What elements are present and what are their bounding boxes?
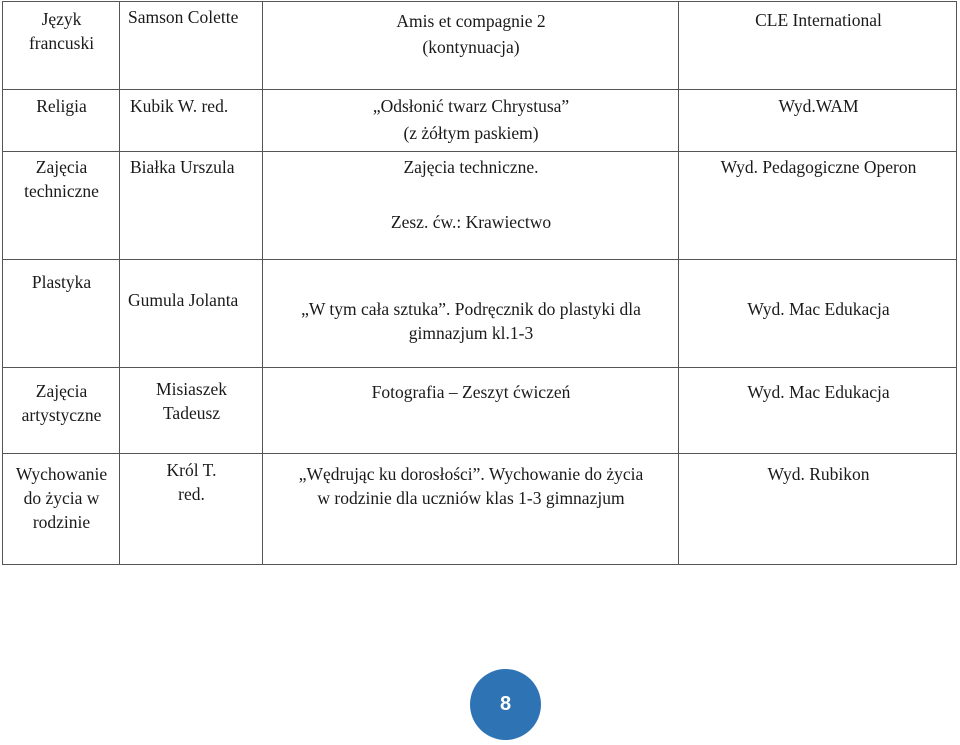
title-text: (kontynuacja) xyxy=(422,37,520,57)
subject-text: artystyczne xyxy=(21,405,102,425)
title-text: gimnazjum kl.1-3 xyxy=(408,323,534,343)
table-row xyxy=(2,259,957,367)
title-text: Fotografia – Zeszyt ćwiczeń xyxy=(371,382,571,402)
publisher-text: Wyd. Mac Edukacja xyxy=(747,299,890,319)
author-cell xyxy=(119,259,262,367)
table-border xyxy=(2,564,957,565)
subject-text: Wychowanie xyxy=(15,464,108,484)
subject-text: Plastyka xyxy=(31,272,92,292)
table-row xyxy=(2,453,957,564)
author-cell xyxy=(119,1,262,89)
publisher-text: Wyd. Pedagogiczne Operon xyxy=(720,157,917,177)
title-text: Zesz. ćw.: Krawiectwo xyxy=(390,212,552,232)
title-cell xyxy=(262,453,678,564)
publisher-cell xyxy=(678,259,957,367)
title-text: (z żółtym paskiem) xyxy=(403,123,539,143)
author-text: Misiaszek xyxy=(156,379,227,399)
title-text: Amis et compagnie 2 xyxy=(396,11,546,31)
subject-text: Język xyxy=(41,9,82,29)
publisher-text: CLE International xyxy=(755,10,882,30)
table-row xyxy=(2,367,957,453)
title-cell xyxy=(262,367,678,453)
publisher-text: Wyd. Mac Edukacja xyxy=(747,382,890,402)
subject-text: Religia xyxy=(36,96,87,116)
author-cell xyxy=(119,367,262,453)
subject-text: techniczne xyxy=(24,181,99,201)
subject-text: rodzinie xyxy=(32,512,91,532)
author-text: Białka Urszula xyxy=(130,157,235,177)
page-number-badge xyxy=(470,669,541,740)
subject-cell xyxy=(2,259,119,367)
title-text: „Wędrując ku dorosłości”. Wychowanie do życia xyxy=(298,464,644,484)
publisher-text: Wyd. Rubikon xyxy=(767,464,870,484)
title-text: Zajęcia techniczne. xyxy=(403,157,539,177)
page-number: 8 xyxy=(499,693,512,715)
table-border xyxy=(2,1,957,2)
title-text: w rodzinie dla uczniów klas 1-3 gimnazjum xyxy=(317,488,625,508)
title-cell xyxy=(262,259,678,367)
subject-cell xyxy=(2,1,119,89)
title-cell xyxy=(262,151,678,259)
subject-cell xyxy=(2,151,119,259)
author-cell xyxy=(119,453,262,564)
author-text: Samson Colette xyxy=(128,7,239,27)
publisher-cell xyxy=(678,1,957,89)
title-cell xyxy=(262,89,678,151)
title-cell xyxy=(262,1,678,89)
author-text: Gumula Jolanta xyxy=(128,290,239,310)
author-text: Król T. xyxy=(166,460,217,480)
subject-cell xyxy=(2,367,119,453)
subject-text: francuski xyxy=(28,33,95,53)
author-cell xyxy=(119,151,262,259)
subject-text: Zajęcia xyxy=(35,157,88,177)
author-text: Kubik W. red. xyxy=(130,96,229,116)
author-cell xyxy=(119,89,262,151)
subject-text: do życia w xyxy=(23,488,100,508)
subject-cell xyxy=(2,453,119,564)
publisher-cell xyxy=(678,367,957,453)
table-row xyxy=(2,1,957,89)
publisher-cell xyxy=(678,151,957,259)
table-row xyxy=(2,89,957,151)
subject-cell xyxy=(2,89,119,151)
author-text: red. xyxy=(178,484,205,504)
publisher-cell xyxy=(678,89,957,151)
author-text: Tadeusz xyxy=(162,403,221,423)
title-text: „Odsłonić twarz Chrystusa” xyxy=(372,96,570,116)
table-row xyxy=(2,151,957,259)
publisher-text: Wyd.WAM xyxy=(778,96,859,116)
subject-text: Zajęcia xyxy=(35,381,88,401)
publisher-cell xyxy=(678,453,957,564)
title-text: „W tym cała sztuka”. Podręcznik do plastyki dla xyxy=(301,299,641,319)
